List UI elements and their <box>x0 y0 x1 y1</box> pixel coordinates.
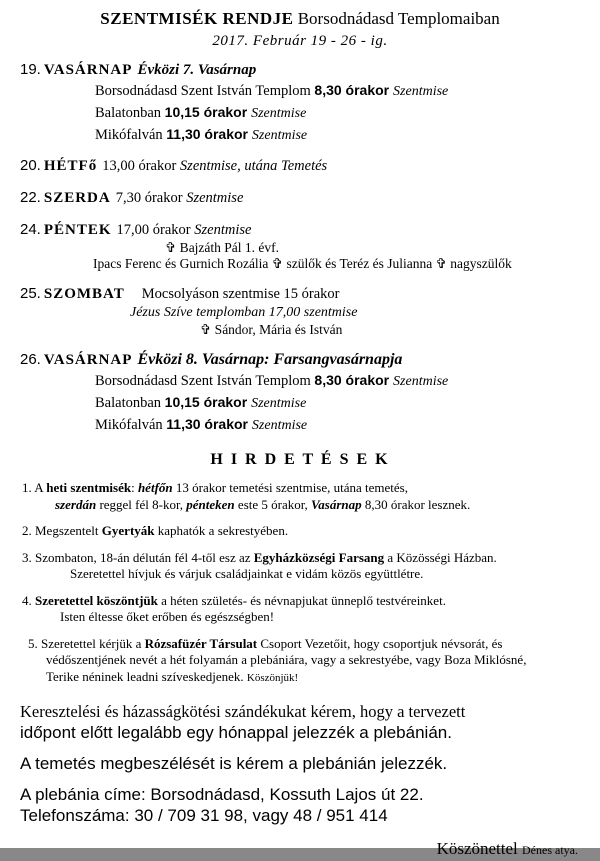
announcement-line <box>22 523 580 540</box>
announcement-line <box>22 480 580 497</box>
page-title <box>20 8 580 30</box>
memorial-line: ✞ Sándor, Mária és István <box>200 322 343 337</box>
text-segment: 1. A <box>22 480 47 495</box>
mass-kind: Szentmise <box>251 396 307 411</box>
text-segment: este 5 órakor, <box>234 496 312 512</box>
mass-place: Borsodnádasd Szent István Templom <box>95 83 315 99</box>
text-segment: a Közösségi Házban. <box>384 549 497 565</box>
mass-place: Mikófalván <box>95 417 167 433</box>
announcement-line <box>55 497 580 514</box>
memorial-line: ✞ Bajzáth Pál 1. évf. <box>165 240 280 255</box>
mass-time: 17,00 órakor <box>116 222 195 238</box>
announcement-line: védőszentjének nevét a hét folyamán a plebániára, vagy a sekrestyébe, vagy Boza Miklósné, <box>46 652 527 667</box>
text-segment: kaphatók a sekrestyében. <box>154 523 289 538</box>
day-number: 26. <box>20 351 41 368</box>
text-segment: 2. Megszentelt <box>22 523 102 538</box>
title-main: SZENTMISÉK RENDJE <box>100 9 294 28</box>
bold-italic-segment: Vasárnap <box>311 496 362 512</box>
day-heading-20 <box>20 156 580 176</box>
announcement-line <box>22 550 580 567</box>
day-heading-24 <box>20 220 580 240</box>
mass-line <box>95 102 580 124</box>
mass-kind: Szentmise <box>186 190 244 206</box>
day-title: Évközi 8. Vasárnap: Farsangvasárnapja <box>137 351 403 368</box>
mass-line <box>95 392 580 414</box>
bold-segment: Szeretettel köszöntjük <box>35 592 158 608</box>
mass-line <box>95 414 580 436</box>
bold-segment: Gyertyák <box>101 523 155 538</box>
mass-time: 8,30 órakor <box>314 82 394 98</box>
mass-info: Mocsolyáson szentmise 15 órakor <box>141 286 340 302</box>
mass-line <box>95 80 580 102</box>
day-heading-25 <box>20 284 580 304</box>
text-segment: Csoport Vezetőit, hogy csoportjuk névsorát, és <box>257 635 503 651</box>
mass-kind: Szentmise <box>194 222 252 238</box>
day-name: HÉTFő <box>43 158 98 174</box>
mass-line <box>95 370 580 392</box>
announcement-line <box>28 636 580 653</box>
text-segment: Terike néninek leadni szíveskedjenek. <box>46 668 247 684</box>
text-segment: reggel fél 8-kor, <box>96 496 187 512</box>
text-segment: 13 órakor temetési szentmise, utána temetés, <box>172 480 408 495</box>
notice-funeral: A temetés megbeszélését is kérem a plebánián jelezzék. <box>20 754 448 773</box>
mass-kind: Szentmise <box>393 84 449 99</box>
mass-time: 11,30 órakor <box>166 416 252 432</box>
day-number: 22. <box>20 189 41 206</box>
thanks-note: Köszönjük! <box>246 671 299 684</box>
day-name: PÉNTEK <box>43 222 112 238</box>
day-name: VASÁRNAP <box>43 62 133 78</box>
parish-address: A plebánia címe: Borsodnádasd, Kossuth Lajos út 22. <box>20 785 424 804</box>
day-heading-22 <box>20 188 580 208</box>
notice-baptism-line1: Keresztelési és házasságkötési szándékukat kérem, hogy a tervezett <box>20 702 466 721</box>
text-segment: : <box>131 480 138 495</box>
mass-time: 7,30 órakor <box>115 190 187 206</box>
bold-segment: heti szentmisék <box>46 480 132 495</box>
mass-place: Borsodnádasd Szent István Templom <box>95 373 315 389</box>
day-number: 19. <box>20 61 41 78</box>
bold-italic-segment: hétfőn <box>137 480 173 495</box>
mass-kind: Szentmise <box>393 374 449 389</box>
text-segment: 3. Szombaton, 18-án délután fél 4-től esz az <box>22 549 254 565</box>
day-number: 24. <box>20 221 41 238</box>
announcement-line <box>22 593 580 610</box>
bold-segment: Egyházközségi Farsang <box>253 549 385 565</box>
notice-baptism-line2: időpont előtt legalább egy hónappal jelezzék a plebánián. <box>20 723 452 742</box>
day-name: VASÁRNAP <box>43 352 133 368</box>
mass-kind: Szentmise <box>251 106 307 121</box>
bold-italic-segment: pénteken <box>186 496 235 512</box>
announcement-item-3 <box>22 550 580 583</box>
text-segment: 8,30 órakor lesznek. <box>361 496 471 512</box>
day-name: SZERDA <box>43 190 111 206</box>
mass-kind: Szentmise, utána Temetés <box>179 158 328 174</box>
mass-time: 11,30 órakor <box>166 126 252 142</box>
day-name: SZOMBAT <box>43 286 125 302</box>
mass-info: Jézus Szíve templomban 17,00 szentmise <box>130 305 358 320</box>
announcement-item-2 <box>22 523 580 540</box>
text-segment: 4. <box>22 592 35 608</box>
announcement-item-5 <box>28 636 580 687</box>
signature-name: Dénes atya. <box>522 843 578 857</box>
parish-phone: Telefonszáma: 30 / 709 31 98, vagy 48 / 951 414 <box>20 806 388 825</box>
announcement-line: Isten éltesse őket erőben és egészségben! <box>60 609 275 624</box>
mass-place: Balatonban <box>95 105 165 121</box>
mass-time: 10,15 órakor <box>164 104 252 120</box>
mass-time: 10,15 órakor <box>164 394 252 410</box>
day-number: 20. <box>20 157 41 174</box>
mass-place: Balatonban <box>95 395 165 411</box>
bold-italic-segment: szerdán <box>55 496 97 512</box>
text-segment: 5. Szeretettel kérjük a <box>28 635 145 651</box>
mass-kind: Szentmise <box>251 418 308 433</box>
day-title: Évközi 7. Vasárnap <box>137 62 257 78</box>
title-sub: Borsodnádasd Templomaiban <box>293 9 500 28</box>
mass-time: 13,00 órakor <box>102 158 180 174</box>
mass-line <box>95 124 580 146</box>
bold-segment: Rózsafüzér Társulat <box>144 635 258 651</box>
mass-time: 8,30 órakor <box>314 372 394 388</box>
signature <box>20 838 580 861</box>
day-heading-19 <box>20 60 580 80</box>
date-range: 2017. Február 19 - 26 - ig. <box>212 33 388 49</box>
day-number: 25. <box>20 285 41 302</box>
mass-kind: Szentmise <box>251 128 308 143</box>
announcements-heading: H I R D E T É S E K <box>210 451 390 468</box>
announcement-line: Szeretettel hívjuk és várjuk családjainkat e vidám közös együttlétre. <box>70 566 424 581</box>
signature-closing: Köszönettel <box>436 839 523 858</box>
announcement-line <box>46 669 580 687</box>
day-heading-26 <box>20 350 580 370</box>
announcement-item-4 <box>22 593 580 626</box>
text-segment: a héten születés- és névnapjukat ünneplő testvéreinket. <box>157 592 446 608</box>
mass-place: Mikófalván <box>95 127 167 143</box>
announcement-item-1 <box>22 480 580 513</box>
memorial-line: Ipacs Ferenc és Gurnich Rozália ✞ szülők és Teréz és Julianna ✞ nagyszülők <box>93 256 512 271</box>
